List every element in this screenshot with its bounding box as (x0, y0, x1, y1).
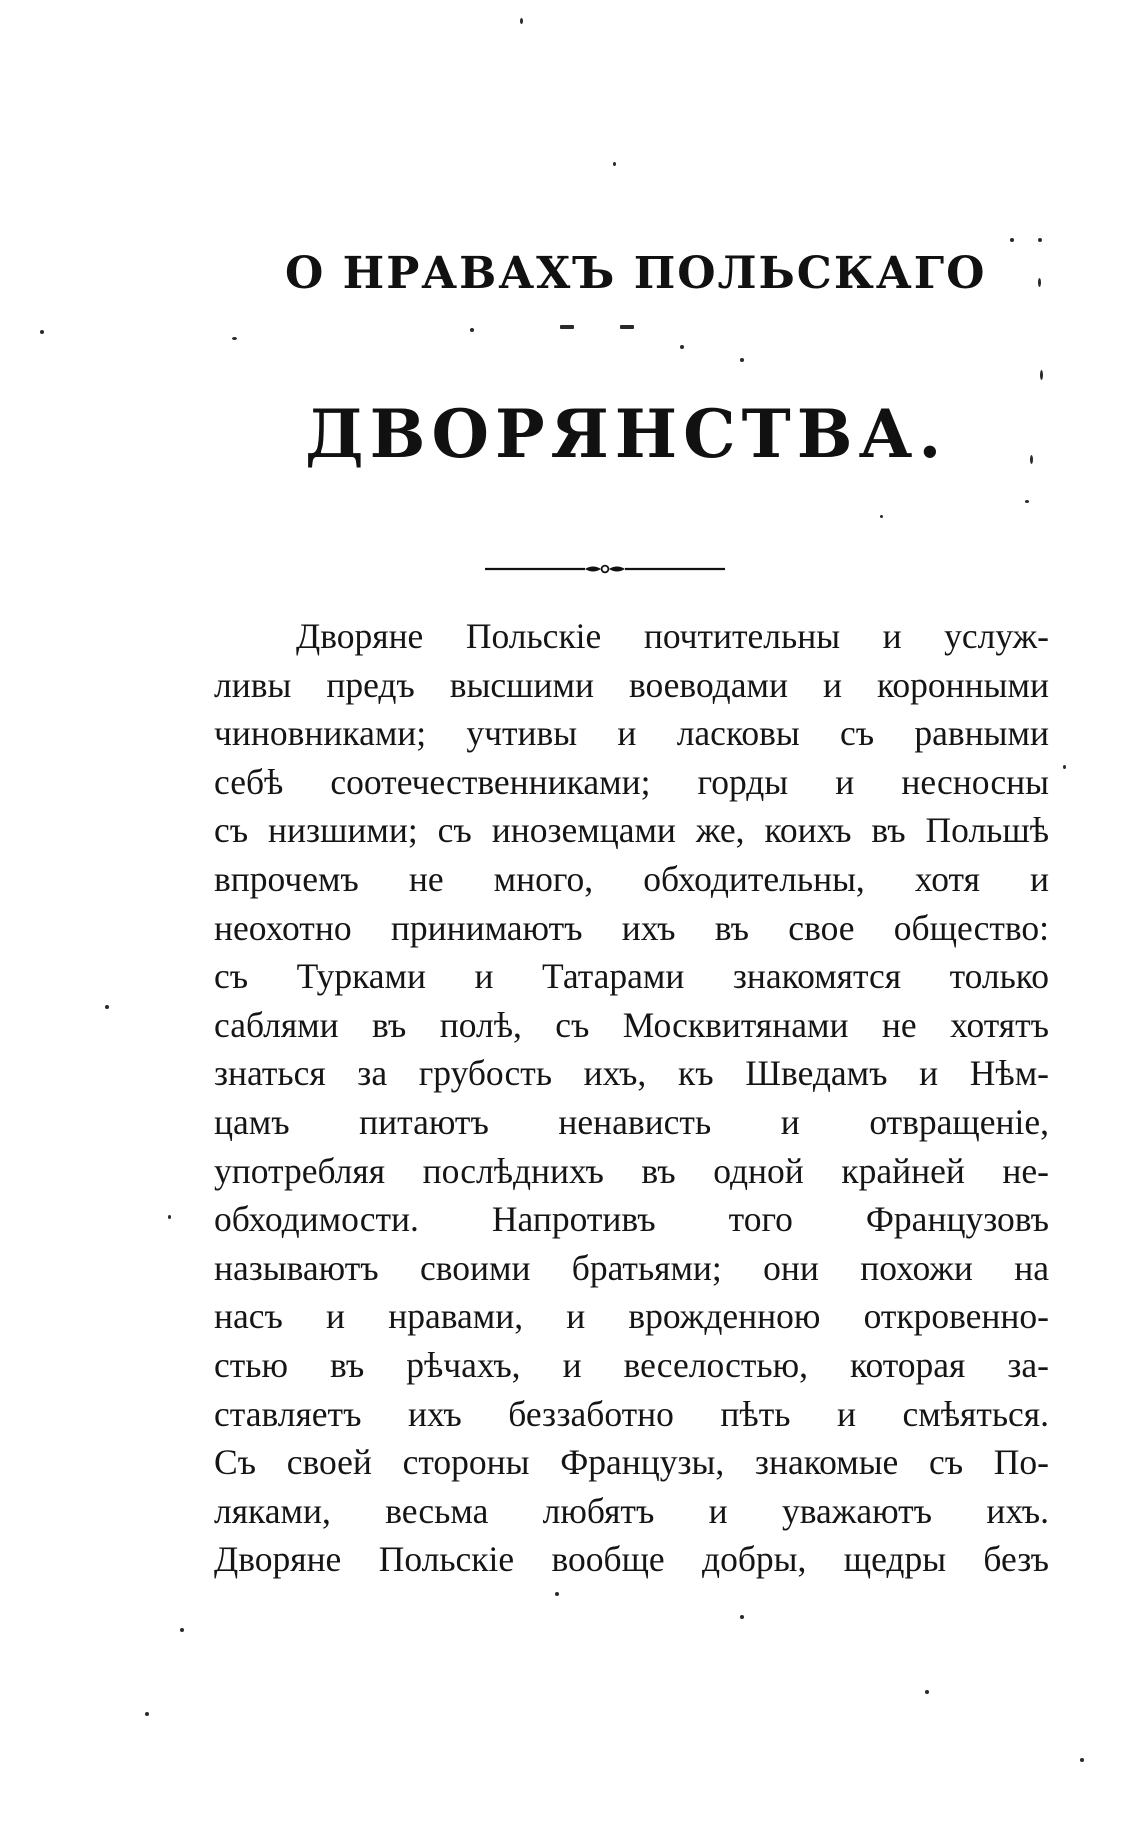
ornament-rule-icon (485, 562, 725, 576)
scan-speck (232, 337, 237, 340)
text-line: ляками, весьма любятъ и уважаютъ ихъ. (214, 1490, 1049, 1531)
scan-speck (180, 1628, 184, 1632)
text-line: знаться за грубость ихъ, къ Шведамъ и Нѣм- (214, 1053, 1049, 1094)
text-line: насъ и нравами, и врожденною откровенно- (214, 1296, 1049, 1337)
scan-speck (1030, 455, 1033, 464)
scan-speck (168, 1215, 171, 1219)
scan-speck (1063, 765, 1066, 769)
text-line: съ низшими; съ иноземцами же, коихъ въ Польшѣ (214, 810, 1049, 851)
page-body (214, 612, 1049, 1584)
scan-speck (1080, 1758, 1084, 1762)
text-line: ставляетъ ихъ беззаботно пѣть и смѣяться. (214, 1393, 1049, 1434)
scan-speck (925, 1690, 929, 1694)
scan-speck (105, 1005, 109, 1009)
scan-speck (560, 325, 574, 329)
text-line: себѣ соотечественниками; горды и несносны (214, 761, 1049, 802)
scan-speck (680, 345, 684, 349)
text-line: чиновниками; учтивы и ласковы съ равными (214, 713, 1049, 754)
text-line: Съ своей стороны Французы, знакомые съ По- (214, 1442, 1049, 1483)
scan-speck (620, 325, 634, 329)
text-line: съ Турками и Татарами знакомятся только (214, 956, 1049, 997)
text-line: употребляя послѣднихъ въ одной крайней не- (214, 1150, 1049, 1191)
scan-speck (555, 1592, 559, 1596)
scan-speck (613, 162, 616, 166)
text-line: Дворяне Польскіе почтительны и услуж- (296, 616, 1049, 656)
text-line: неохотно принимаютъ ихъ въ свое общество: (214, 907, 1049, 948)
text-line: стью въ рѣчахъ, и веселостью, которая за- (214, 1344, 1049, 1385)
scan-speck (145, 1712, 149, 1716)
text-line: впрочемъ не много, обходительны, хотя и (214, 858, 1049, 899)
scan-speck (1010, 238, 1014, 242)
text-line: обходимости. Напротивъ того Французовъ (214, 1199, 1049, 1240)
scan-speck (1038, 238, 1042, 242)
scan-speck (1038, 278, 1041, 287)
text-line: называютъ своими братьями; они похожи на (214, 1247, 1049, 1288)
scan-speck (1040, 370, 1043, 380)
scan-speck (40, 330, 44, 334)
text-line: ливы предъ высшими воеводами и коронными (214, 664, 1049, 705)
chapter-title-line2: ДВОРЯНСТВА. (305, 395, 948, 473)
scan-speck (520, 18, 523, 24)
text-line: саблями въ полѣ, съ Москвитянами не хотятъ (214, 1004, 1049, 1045)
text-line: цамъ питаютъ ненависть и отвращеніе, (214, 1101, 1049, 1142)
scan-speck (740, 358, 744, 362)
chapter-title-line1: О НРАВАХЪ ПОЛЬСКАГО (285, 248, 987, 299)
text-line: Дворяне Польскіе вообще добры, щедры безъ (214, 1539, 1049, 1580)
scan-speck (880, 515, 883, 518)
scan-speck (740, 1615, 744, 1619)
scan-speck (470, 328, 474, 332)
scan-speck (1025, 500, 1029, 503)
